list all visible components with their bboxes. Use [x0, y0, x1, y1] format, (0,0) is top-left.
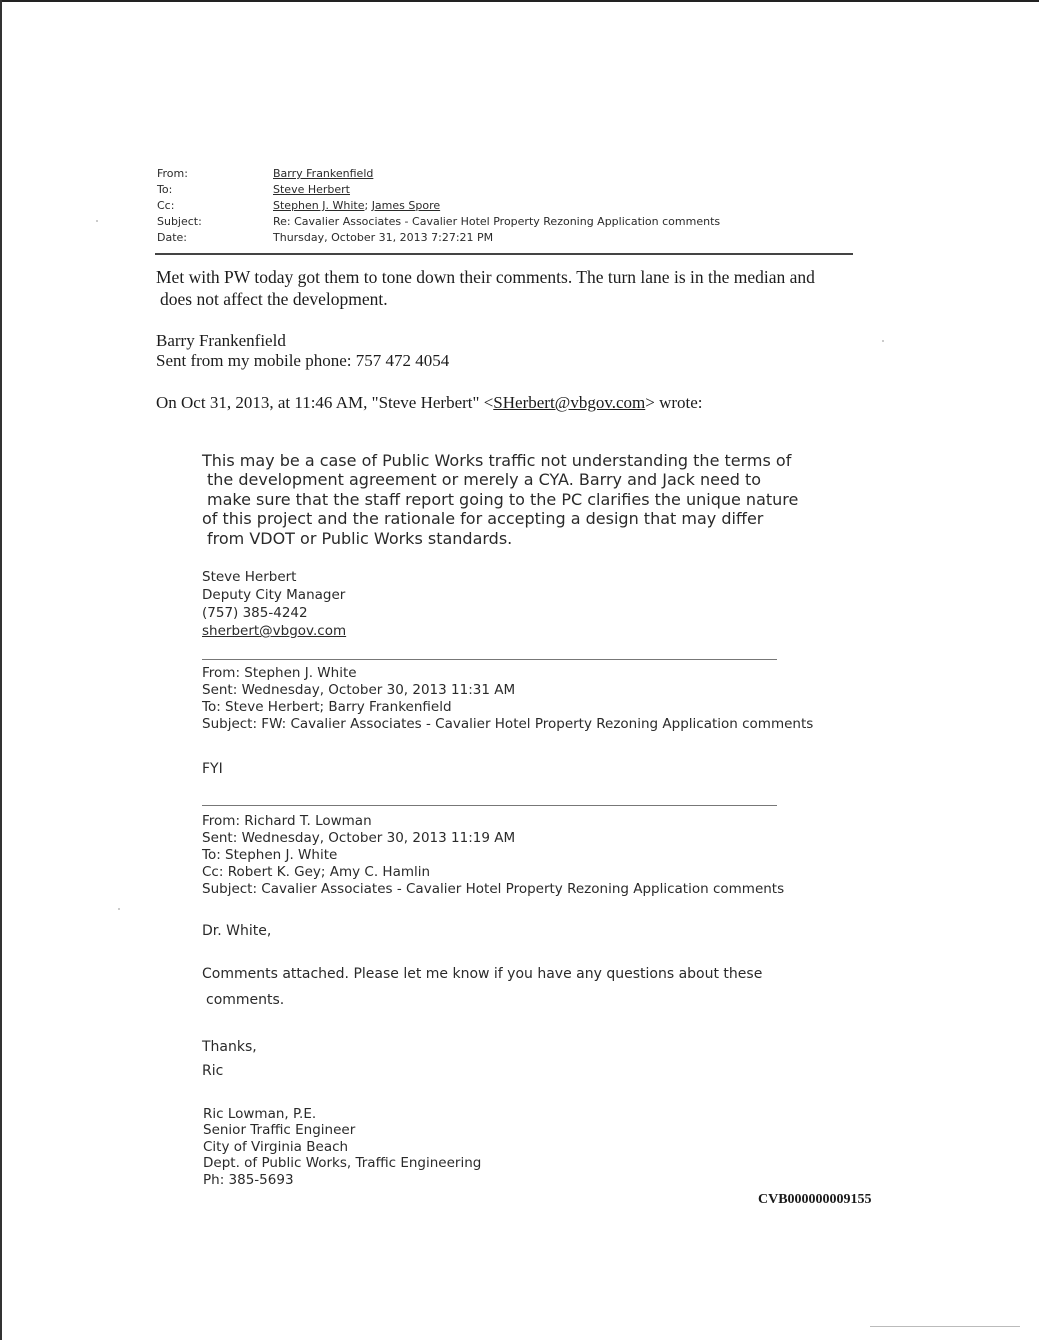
quoted-line-4: of this project and the rationale for accepting a design that may differ [202, 509, 764, 529]
scan-speck [96, 220, 98, 222]
quoted-signature-name: Steve Herbert [202, 569, 297, 585]
forward-2-body-line-1: Comments attached. Please let me know if you have any questions about these [202, 966, 763, 982]
quoted-line-5: from VDOT or Public Works standards. [207, 528, 513, 548]
sender-signature-name: Barry Frankenfield [156, 331, 286, 350]
forward-1-from: From: Stephen J. White [202, 665, 357, 681]
forward-1-to: To: Steve Herbert; Barry Frankenfield [202, 699, 452, 715]
header-divider [155, 253, 853, 255]
quoted-line-1: This may be a case of Public Works traffic not understanding the terms of [202, 451, 792, 470]
sender-signature-phone: Sent from my mobile phone: 757 472 4054 [156, 351, 450, 370]
header-to-label: To: [157, 183, 173, 196]
header-subject-label: Subject: [157, 215, 202, 228]
header-date-value: Thursday, October 31, 2013 7:27:21 PM [273, 231, 494, 244]
forward-2-body-line-2: comments. [206, 992, 285, 1008]
header-date-row [157, 230, 857, 246]
forward-2-header [202, 813, 842, 898]
forward-1-subject: Subject: FW: Cavalier Associates - Cavalier Hotel Property Rezoning Application comments [202, 716, 814, 732]
scan-edge-top [0, 0, 1039, 2]
email-header [157, 166, 857, 246]
forward-2-signature-name: Ric Lowman, P.E. [203, 1106, 317, 1122]
scan-speck [882, 340, 884, 342]
forward-2-from: From: Richard T. Lowman [202, 813, 372, 829]
quoted-message-body [202, 451, 822, 548]
forward-1-divider [202, 659, 777, 660]
quoted-line-3: make sure that the staff report going to the PC clarifies the unique nature [207, 489, 799, 509]
forward-2-signature-phone: Ph: 385-5693 [203, 1171, 294, 1188]
forward-2-signature [203, 1106, 603, 1188]
header-cc-separator: ; [364, 199, 372, 212]
message-body [156, 266, 876, 310]
reply-attribution-prefix: On Oct 31, 2013, at 11:46 AM, "Steve Herbert" < [156, 393, 494, 412]
header-cc-row [157, 198, 857, 214]
header-from-value[interactable]: Barry Frankenfield [273, 167, 374, 180]
forward-2-divider [202, 805, 777, 806]
scan-edge-bottom [870, 1326, 1020, 1327]
scan-edge-left [0, 0, 2, 1340]
forward-1-body: FYI [202, 761, 223, 777]
forward-2-signature-org: City of Virginia Beach [203, 1138, 349, 1155]
quoted-signature-email-link[interactable]: sherbert@vbgov.com [202, 623, 347, 639]
forward-2-greeting: Dr. White, [202, 923, 272, 939]
header-from-label: From: [157, 167, 188, 180]
reply-attribution-email-link[interactable]: SHerbert@vbgov.com [493, 393, 646, 412]
quoted-signature-phone: (757) 385-4242 [202, 605, 308, 621]
forward-1-sent: Sent: Wednesday, October 30, 2013 11:31 AM [202, 682, 516, 698]
scan-speck [118, 908, 120, 910]
quoted-line-2: the development agreement or merely a CYA. Barry and Jack need to [207, 470, 762, 490]
reply-attribution-suffix: > wrote: [645, 393, 703, 412]
header-subject-value: Re: Cavalier Associates - Cavalier Hotel Property Rezoning Application comments [273, 215, 721, 228]
quoted-signature [202, 568, 602, 640]
forward-2-sign-off: Ric [202, 1063, 224, 1079]
forward-2-subject: Subject: Cavalier Associates - Cavalier Hotel Property Rezoning Application comments [202, 881, 785, 897]
reply-attribution [156, 392, 856, 414]
forward-2-thanks: Thanks, [202, 1039, 257, 1055]
header-from-row [157, 166, 857, 182]
forward-2-cc: Cc: Robert K. Gey; Amy C. Hamlin [202, 864, 431, 880]
header-to-value[interactable]: Steve Herbert [273, 183, 350, 196]
header-cc-value-2[interactable]: James Spore [371, 199, 441, 212]
sender-signature [156, 331, 756, 371]
header-to-row [157, 182, 857, 198]
forward-2-to: To: Stephen J. White [202, 847, 338, 863]
message-line-1: Met with PW today got them to tone down their comments. The turn lane is in the median and [156, 267, 815, 287]
quoted-signature-title: Deputy City Manager [202, 587, 346, 603]
forward-2-signature-title: Senior Traffic Engineer [203, 1122, 356, 1139]
bates-number: CVB000000009155 [758, 1192, 872, 1207]
forward-2-sent: Sent: Wednesday, October 30, 2013 11:19 AM [202, 830, 516, 846]
forward-2-signature-dept: Dept. of Public Works, Traffic Engineering [203, 1155, 482, 1172]
message-line-2: does not affect the development. [160, 289, 388, 309]
header-cc-value-1[interactable]: Stephen J. White [273, 199, 365, 212]
header-cc-label: Cc: [157, 199, 175, 212]
header-date-label: Date: [157, 231, 187, 244]
forward-1-header [202, 665, 842, 733]
header-subject-row [157, 214, 857, 230]
